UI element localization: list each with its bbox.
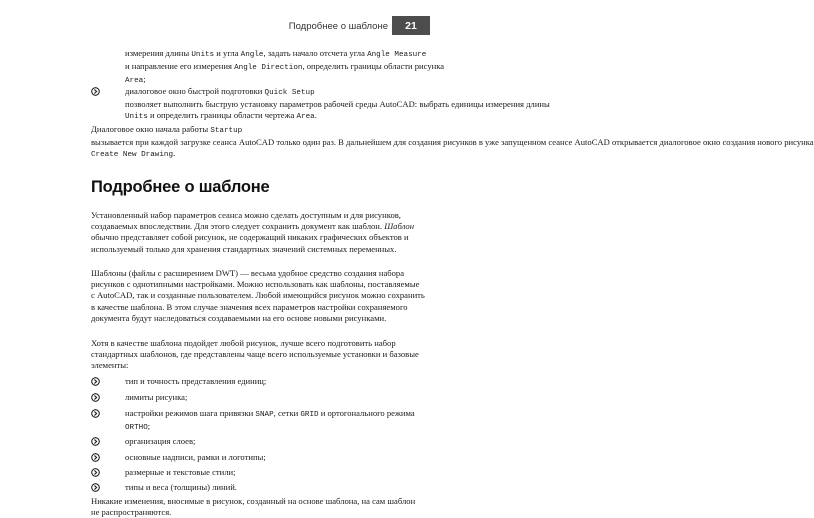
list-item-text: размерные и текстовые стили; xyxy=(125,467,236,477)
text-line xyxy=(125,99,550,110)
bullet-arrow-icon xyxy=(91,87,100,96)
bullet-text xyxy=(125,86,550,124)
bullet-arrow-icon xyxy=(91,453,100,462)
ui-term: Angle Direction xyxy=(234,64,303,73)
paragraph-template-independence: Никакие изменения, вносимые в рисунок, созданный на основе шаблона, на сам шаблон не распространяются. xyxy=(91,496,416,518)
text-run: вызывается при каждой загрузке сеанса AutoCAD только один раз. В дальнейшем для создания рисунков в уже запущенном сеансе AutoCAD открывается диалоговое окно создания нового рисунка xyxy=(91,137,814,148)
ui-term: Startup xyxy=(210,127,243,135)
ui-term: Area xyxy=(296,113,315,122)
ui-term: Units xyxy=(125,113,148,122)
top-continuation-text xyxy=(125,48,445,88)
text-run: , сетки xyxy=(273,408,301,418)
bullet-arrow-icon xyxy=(91,393,100,402)
bullet-arrow-icon xyxy=(91,483,100,492)
text-run: Диалоговое окно начала работы xyxy=(91,124,211,134)
text-run: ; xyxy=(143,74,146,85)
list-item-text: лимиты рисунка; xyxy=(125,392,188,402)
list-item-text: организация слоев; xyxy=(125,436,196,446)
ui-term: Area xyxy=(125,77,144,86)
text-run: , определить границы области рисунка xyxy=(302,61,445,72)
text-run: , задать начало отсчета угла xyxy=(263,48,368,58)
ui-term: Units xyxy=(191,51,215,59)
section-heading: Подробнее о шаблоне xyxy=(91,178,270,196)
text-run: и угла xyxy=(214,48,241,58)
list-item-text: основные надписи, рамки и логотипы; xyxy=(125,452,266,462)
text-run: и направление его измерения xyxy=(125,61,235,72)
text-run: измерения длины xyxy=(125,48,192,58)
text-run: Установленный набор параметров сеанса можно сделать доступным и для рисунков, создаваемых впоследствии. Для этого следует сохранить документ как шаблон. xyxy=(91,210,401,232)
ui-term: Angle Measure xyxy=(367,51,427,59)
paragraph-standard-templates: Хотя в качестве шаблона подойдет любой рисунок, лучше всего подготовить набор стандартных шаблонов, где представлены чаще всего используемые установки и базовые элементы: xyxy=(91,338,419,371)
ui-term: SNAP xyxy=(255,411,274,419)
page-number: 21 xyxy=(405,19,417,32)
list-item-text: типы и веса (толщины) линий. xyxy=(125,482,237,492)
text-run: . xyxy=(173,148,176,159)
text-run: позволяет выполнить быструю установку параметров рабочей среды AutoCAD: выбрать единицы измерения длины xyxy=(125,99,550,110)
bullet-arrow-icon xyxy=(91,377,100,386)
text-line xyxy=(125,408,425,421)
text-run: и ортогонального режима xyxy=(318,408,415,418)
running-header-title: Подробнее о шаблоне xyxy=(288,21,388,32)
ui-term: ORTHO xyxy=(125,424,148,433)
bullet-arrow-icon xyxy=(91,409,100,418)
ui-term: Create New Drawing xyxy=(91,151,174,160)
text-line xyxy=(91,148,425,161)
text-line xyxy=(91,137,814,148)
text-run: ; xyxy=(147,421,151,432)
startup-paragraph xyxy=(91,124,814,162)
text-run: обычно представляет собой рисунок, не содержащий никаких графических объектов и используемый только для хранения стандартных значений системных переменных. xyxy=(91,232,409,254)
list-item-text xyxy=(125,408,425,434)
list-item-text: тип и точность представления единиц; xyxy=(125,376,267,386)
page-number-badge xyxy=(392,16,430,35)
term-template: Шаблон xyxy=(384,221,414,232)
text-line xyxy=(125,61,445,74)
bullet-arrow-icon xyxy=(91,468,100,477)
ui-term: GRID xyxy=(300,411,319,419)
ui-term: Quick Setup xyxy=(264,89,315,97)
text-run: настройки режимов шага привязки xyxy=(125,408,256,418)
text-line xyxy=(91,124,425,137)
text-run: диалоговое окно быстрой подготовки xyxy=(125,86,265,96)
paragraph-template-intro xyxy=(91,210,425,255)
paragraph-dwt: Шаблоны (файлы с расширением DWT) — весьма удобное средство создания набора рисунков с однотипными настройками. Можно использовать как шаблоны, поставляемые с AutoCAD, так и созданные пользователем. Любой имеющийся рисунок можно сохранить в качестве шаблона. В этом случае значения всех параметров настройки сохраняемого документа будут наследоваться создаваемыми на его основе новыми рисунками. xyxy=(91,268,425,323)
text-line xyxy=(125,86,425,99)
text-line xyxy=(125,421,425,434)
text-run: и определить границы области чертежа xyxy=(147,110,297,121)
ui-term: Angle xyxy=(240,51,264,59)
bullet-arrow-icon xyxy=(91,437,100,446)
text-run: . xyxy=(314,110,317,121)
text-line xyxy=(125,110,425,123)
text-line xyxy=(125,48,425,61)
